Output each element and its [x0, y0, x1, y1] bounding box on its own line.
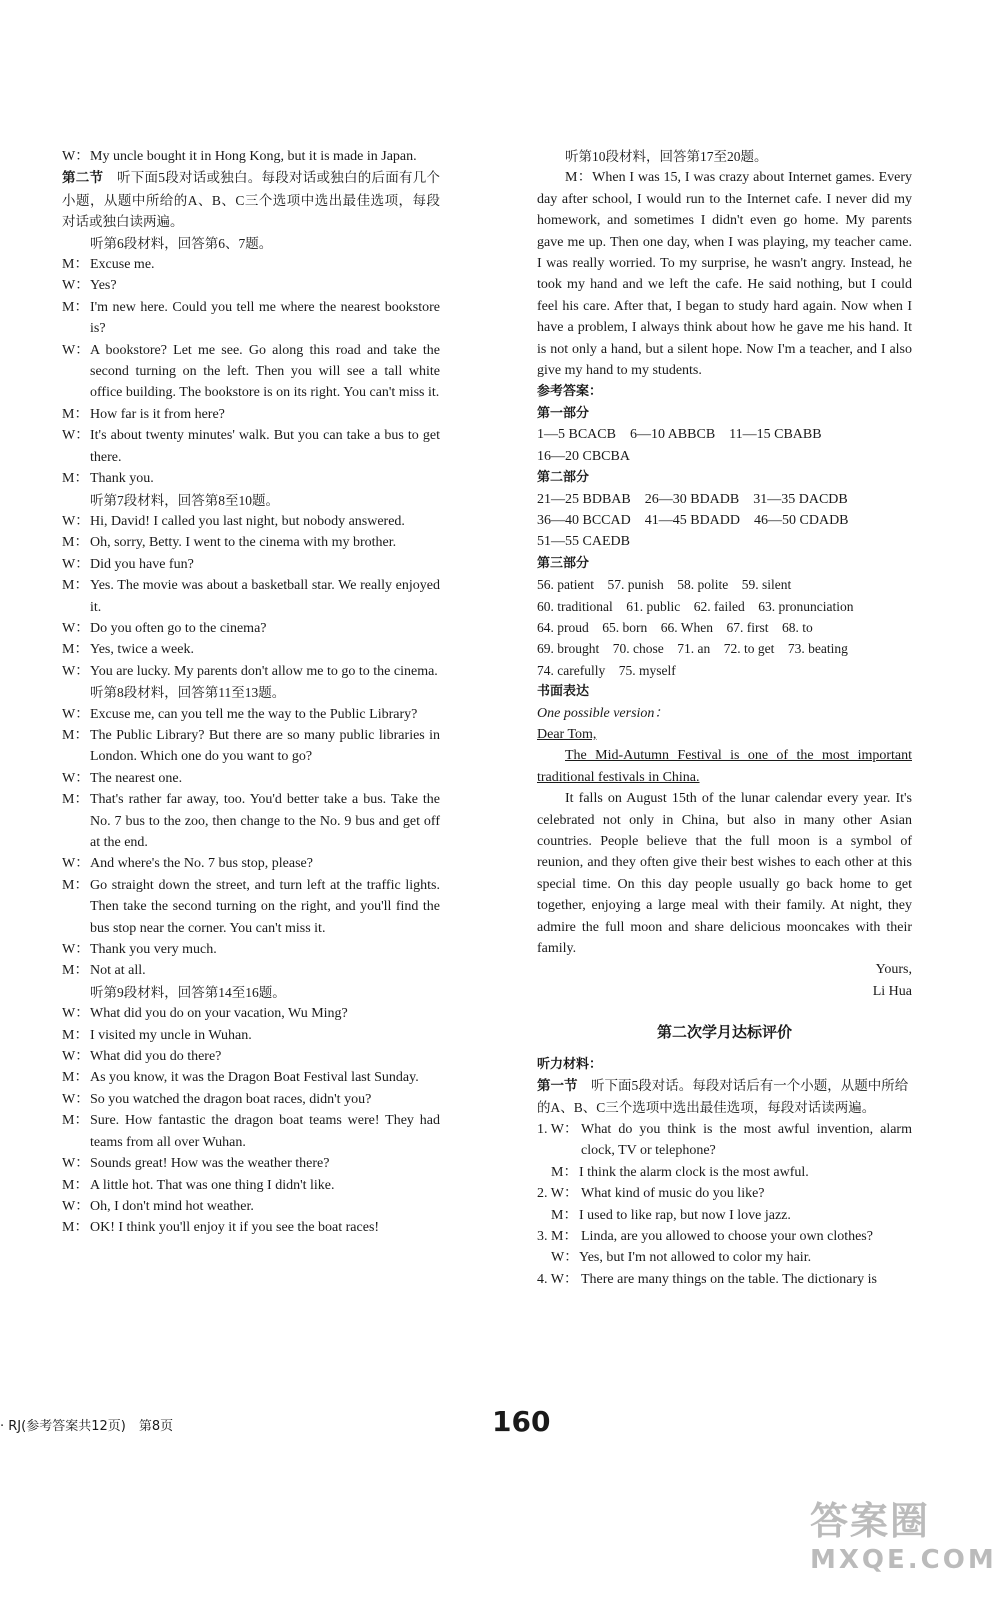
dialogue-text: How far is it from here? [90, 406, 225, 422]
dialogue-text: The nearest one. [90, 770, 183, 786]
dialogue-line [62, 297, 440, 340]
dialogue-text: As you know, it was the Dragon Boat Festival last Sunday. [90, 1070, 419, 1086]
speaker-label: M： [62, 299, 89, 315]
dialogue-line [62, 468, 440, 489]
dialogue-line [62, 146, 440, 167]
dialogue-text: Did you have fun? [90, 556, 194, 572]
dialogue-text: Yes, twice a week. [90, 642, 194, 658]
section1-text: 听下面5段对话。每段对话后有一个小题，从题中所给的A、B、C三个选项中选出最佳选项，每段对话读两遍。 [537, 1078, 909, 1116]
dialogue-line [62, 532, 440, 553]
dialogue-line [62, 1196, 440, 1217]
speaker-label: W： [62, 706, 90, 722]
question-dialogue [537, 1226, 912, 1247]
dialogue-line [62, 1003, 440, 1024]
material-label: 听第6段材料，回答第6、7题。 [90, 235, 273, 251]
dialogue-text: Oh, I don't mind hot weather. [90, 1198, 254, 1214]
watermark-logo [810, 1490, 997, 1590]
section-instructions [62, 167, 440, 232]
dialogue-line [62, 960, 440, 981]
footer-label: · RJ(参考答案共12页) 第8页 [0, 1419, 174, 1434]
question-speaker: 4. W： [537, 1271, 578, 1287]
dialogue-line [62, 618, 440, 639]
question-speaker: W： [551, 1250, 579, 1266]
version-label: One possible version： [537, 705, 669, 721]
question-text: There are many things on the table. The dictionary is [581, 1271, 877, 1287]
topic-sentence-text: The Mid-Autumn Festival is one of the most important traditional festivals in China. [537, 748, 912, 785]
question-text: What kind of music do you like? [581, 1186, 765, 1202]
speaker-label: W： [62, 513, 90, 529]
dialogue-line [62, 1110, 440, 1153]
speaker-label: M： [62, 1113, 89, 1129]
left-column [62, 146, 440, 1239]
dialogue-text: Hi, David! I called you last night, but nobody answered. [90, 513, 405, 529]
question-dialogue [537, 1119, 912, 1162]
dialogue-text: A bookstore? Let me see. Go along this road and take the second turning on the left. Then you will see a tall white office building. The bookstore is on its right. You can't miss it. [90, 342, 440, 401]
dialogue-text: It's about twenty minutes' walk. But you can take a bus to get there. [90, 428, 440, 465]
dialogue-text: A little hot. That was one thing I didn't like. [90, 1177, 335, 1193]
speaker-label: W： [62, 620, 90, 636]
question-text: Linda, are you allowed to choose your own clothes? [581, 1228, 873, 1244]
speaker: M： [565, 170, 593, 186]
dialogue-line [62, 768, 440, 789]
question-dialogue [537, 1162, 912, 1183]
speaker-label: W： [62, 149, 90, 164]
speaker-label: W： [62, 556, 90, 572]
dialogue-line [62, 853, 440, 874]
speaker-label: M： [62, 257, 89, 273]
watermark-line2: MXQE.COM [810, 1545, 997, 1575]
dialogue-line [62, 704, 440, 725]
dialogue-line [62, 939, 440, 960]
answers-heading: 参考答案： [537, 384, 603, 400]
speaker-label: W： [62, 942, 90, 958]
part2-row: 51—55 CAEDB [537, 534, 630, 550]
speaker-label: M： [62, 1177, 89, 1193]
part1-label: 第一部分 [537, 405, 590, 421]
topic-sentence [537, 745, 912, 788]
dialogue-text: Excuse me. [90, 257, 155, 273]
dialogue-line [62, 554, 440, 575]
speaker-label: W： [62, 342, 90, 358]
part3-row: 74. carefully 75. myself [537, 662, 676, 678]
speaker-label: M： [62, 727, 89, 743]
dialogue-line [62, 661, 440, 682]
dialogue-text: Yes? [90, 278, 117, 294]
section1-label: 第一节 [537, 1078, 578, 1095]
dialogue-line [62, 275, 440, 296]
speaker-label: W： [62, 663, 90, 679]
salutation: Dear Tom, [537, 726, 597, 742]
dialogue-text: I visited my uncle in Wuhan. [90, 1027, 252, 1043]
right-column [537, 146, 912, 1290]
speaker-label: M： [62, 642, 89, 658]
dialogue-text: That's rather far away, too. You'd better take a bus. Take the No. 7 bus to the zoo, then change to the No. 9 bus and get off at the end. [90, 792, 440, 850]
section1-instructions [537, 1075, 912, 1119]
dialogue-text: Excuse me, can you tell me the way to the Public Library? [90, 706, 418, 722]
dialogue-text: Sure. How fantastic the dragon boat teams were! They had teams from all over Wuhan. [90, 1113, 440, 1150]
question-text: Yes, but I'm not allowed to color my hair. [579, 1250, 812, 1266]
material-label: 听第7段材料，回答第8至10题。 [90, 492, 279, 508]
dialogue-line [62, 404, 440, 425]
material-label: 听第9段材料，回答第14至16题。 [90, 984, 286, 1000]
dialogue-line [62, 254, 440, 275]
question-dialogue [537, 1183, 912, 1204]
part2-label: 第二部分 [537, 470, 590, 486]
dialogue-text: You are lucky. My parents don't allow me to go to the cinema. [90, 663, 438, 679]
dialogue-line [62, 1025, 440, 1046]
page-number: 160 [492, 1405, 551, 1438]
part2-row: 21—25 BDBAB 26—30 BDADB 31—35 DACDB [537, 491, 848, 507]
part3-row: 56. patient 57. punish 58. polite 59. silent [537, 577, 792, 593]
question-dialogue [537, 1247, 912, 1268]
question-dialogue [537, 1269, 912, 1290]
dialogue-line [62, 725, 440, 768]
dialogue-text: Oh, sorry, Betty. I went to the cinema with my brother. [90, 535, 397, 551]
dialogue-line [62, 1153, 440, 1174]
question-speaker: 1. W： [537, 1121, 578, 1137]
question-speaker: 3. M： [537, 1228, 578, 1244]
dialogue-line [62, 639, 440, 660]
speaker-label: M： [62, 535, 89, 551]
writing-heading: 书面表达 [537, 684, 590, 700]
question-speaker: M： [551, 1207, 578, 1223]
part3-label: 第三部分 [537, 555, 590, 571]
dialogue-text: OK! I think you'll enjoy it if you see the boat races! [90, 1220, 380, 1236]
dialogue-text: Go straight down the street, and turn left at the traffic lights. Then take the second turning on the right, and you'll find the bus stop near the corner. You can't miss it. [90, 877, 440, 936]
dialogue-line [62, 511, 440, 532]
question-speaker: 2. W： [537, 1186, 578, 1202]
speaker-label: W： [62, 1006, 90, 1022]
monologue-10 [537, 167, 912, 381]
dialogue-text: My uncle bought it in Hong Kong, but it is made in Japan. [90, 149, 417, 164]
writing-body: It falls on August 15th of the lunar calendar every year. It's celebrated not only in China, but also in many other Asian countries. People believe that the full moon is a symbol of reunion, and they often give their best wishes to each other at this special time. On this day people usually go back home to get together, enjoying a large meal with their family. At night, they admire the full moon and share delicious mooncakes with their family. [537, 791, 912, 957]
question-text: What do you think is the most awful invention, alarm clock, TV or telephone? [581, 1121, 912, 1159]
dialogue-text: Not at all. [90, 963, 146, 979]
section2-title: 第二次学月达标评价 [656, 1023, 792, 1042]
speaker-label: M： [62, 471, 89, 487]
speaker-label: M： [62, 578, 89, 594]
speaker-label: W： [62, 856, 90, 872]
dialogue-text: Do you often go to the cinema? [90, 620, 267, 636]
question-speaker: M： [551, 1164, 578, 1180]
dialogue-text: Yes. The movie was about a basketball star. We really enjoyed it. [90, 578, 440, 615]
dialogue-text: The Public Library? But there are so many public libraries in London. Which one do you want to go? [90, 727, 440, 765]
dialogue-text: So you watched the dragon boat races, didn't you? [90, 1091, 372, 1107]
listening-label: 听力材料： [537, 1056, 603, 1072]
part1-row: 16—20 CBCBA [537, 448, 630, 464]
part3-row: 69. brought 70. chose 71. an 72. to get 73. beating [537, 641, 848, 657]
dialogue-line [62, 1067, 440, 1088]
part3-row: 60. traditional 61. public 62. failed 63. pronunciation [537, 598, 854, 614]
dialogue-line [62, 1089, 440, 1110]
dialogue-text: Thank you very much. [90, 942, 217, 958]
section2-items [537, 1119, 912, 1290]
speaker-label: M： [62, 1027, 89, 1043]
dialogue-text: I'm new here. Could you tell me where the nearest bookstore is? [90, 299, 440, 337]
dialogue-line [62, 575, 440, 618]
dialogue-line [62, 1046, 440, 1067]
question-dialogue [537, 1205, 912, 1226]
monologue-text: When I was 15, I was crazy about Internet games. Every day after school, I would run to the Internet cafe. I never did my homework, and sometimes I didn't even go home. My parents gave me up. Then one day, when I was playing, my teacher came. I was really worried. To my surprise, he wasn't angry. Instead, he took my hand and we left the cafe. He said nothing, but I could feel his care. After that, I began to study hard again. Now when I have a problem, I always think about how he gave me his hand. It is not only a hand, but a silent hope. Now I'm a teacher, and I also give my hand to my students. [537, 170, 912, 379]
dialogue-line [62, 1175, 440, 1196]
speaker-label: W： [62, 770, 90, 786]
watermark-line1: 答案圈 [810, 1499, 931, 1543]
dialogue-text: Thank you. [90, 471, 154, 487]
dialogue-text: Sounds great! How was the weather there? [90, 1156, 330, 1172]
speaker-label: W： [62, 1091, 90, 1107]
dialogue-line [62, 875, 440, 939]
speaker-label: W： [62, 1198, 90, 1214]
signature: Li Hua [872, 983, 912, 999]
closing: Yours, [875, 962, 912, 978]
speaker-label: M： [62, 1070, 89, 1086]
question-text: I think the alarm clock is the most awful. [579, 1164, 809, 1180]
speaker-label: W： [62, 1049, 90, 1065]
speaker-label: M： [62, 406, 89, 422]
dialogue-text: And where's the No. 7 bus stop, please? [90, 856, 313, 872]
dialogue-text: What did you do on your vacation, Wu Ming? [90, 1006, 348, 1022]
speaker-label: W： [62, 1156, 90, 1172]
part2-row: 36—40 BCCAD 41—45 BDADD 46—50 CDADB [537, 512, 849, 528]
speaker-label: W： [62, 278, 90, 294]
dialogue-line [62, 1217, 440, 1238]
dialogue-line [62, 425, 440, 468]
section-text: 听下面5段对话或独白。每段对话或独白的后面有几个小题，从题中所给的A、B、C三个选项中选出最佳选项，每段对话或独白读两遍。 [62, 170, 440, 230]
speaker-label: M： [62, 963, 89, 979]
question-text: I used to like rap, but now I love jazz. [579, 1207, 791, 1223]
section-label: 第二节 [62, 170, 104, 187]
part3-row: 64. proud 65. born 66. When 67. first 68. to [537, 619, 813, 635]
dialogue-line [62, 789, 440, 853]
dialogue-text: What did you do there? [90, 1049, 222, 1065]
speaker-label: M： [62, 1220, 89, 1236]
speaker-label: W： [62, 428, 90, 444]
dialogue-line [62, 340, 440, 404]
speaker-label: M： [62, 792, 89, 808]
material-label: 听第8段材料，回答第11至13题。 [90, 685, 286, 701]
speaker-label: M： [62, 877, 89, 893]
material-10-label: 听第10段材料，回答第17至20题。 [565, 149, 768, 164]
part1-row: 1—5 BCACB 6—10 ABBCB 11—15 CBABB [537, 427, 822, 443]
